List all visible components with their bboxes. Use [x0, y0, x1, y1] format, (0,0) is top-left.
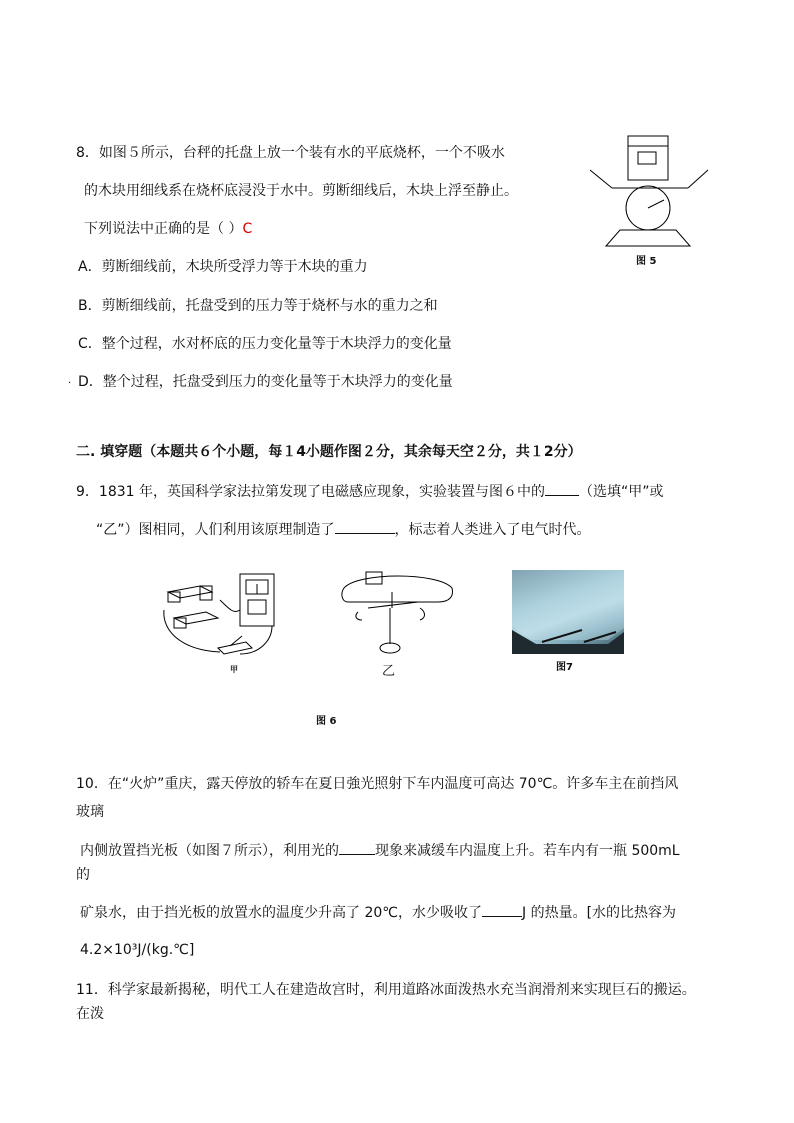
q10-line2-wrap: 的 [76, 867, 90, 883]
q10-line2 [80, 840, 680, 861]
q9-text-d: ，标志着人类进入了电气时代。 [394, 522, 591, 538]
q10-blank-2[interactable] [482, 902, 522, 917]
q8-option-c: C．整个过程，水对杯底的压力变化量等于木块浮力的变化量 [78, 336, 452, 352]
q10-line3 [80, 902, 676, 923]
q10-text-b: 现象来减缓车内温度上升。若车内有一瓶 500mL [375, 843, 680, 859]
q9-text-a: 9．1831 年，英国科学家法拉第发现了电磁感应现象，实验装置与图６中的 [76, 484, 545, 500]
q11-line1-wrap: 在泼 [76, 1006, 104, 1022]
q10-text-c: 矿泉水，由于挡光板的放置水的温度少升高了 20℃，水少吸收了 [80, 905, 482, 921]
figure-6-label-yi: 乙 [382, 664, 396, 679]
q8-line2: 的木块用细线系在烧杯底浸没于水中。剪断细线后，木块上浮至静止。 [84, 183, 518, 199]
figure-6-caption: 图 6 [316, 716, 337, 727]
q8-answer: C [242, 221, 253, 237]
figure-6-yi-apparatus [338, 568, 458, 658]
q11-line1: 11．科学家最新揭秘，明代工人在建造故宫时，利用道路冰面泼热水充当润滑剂来实现巨石的搬运。 [76, 982, 696, 998]
q8-option-a: A．剪断细线前，木块所受浮力等于木块的重力 [78, 259, 368, 275]
figure-7-windshield-photo [512, 570, 624, 654]
figure-6-label-jia: 甲 [230, 665, 238, 674]
q8-option-d: D．整个过程，托盘受到压力的变化量等于木块浮力的变化量 [78, 374, 453, 390]
q10-line1: 10．在“火炉”重庆，露天停放的轿车在夏日強光照射下车内温度可高达 70℃。许多车主在前挡风 [76, 776, 679, 792]
windshield-shape [512, 570, 624, 654]
q9-text-c: “乙”）图相同，人们利用该原理制造了 [96, 522, 335, 538]
section-2-heading: 二. 填穿题（本题共６个小题，每１4小题作图２分，其余每天空２分，共１2分） [76, 444, 582, 460]
q10-text-d: J 的热量。[水的比热容为 [522, 905, 677, 921]
q8-question-stem: 下列说法中正确的是（ ） [84, 221, 243, 237]
q9-blank-1[interactable] [545, 481, 579, 496]
q10-line1-wrap: 玻璃 [76, 804, 104, 820]
q10-text-a: 内侧放置挡光板（如图７所示），利用光的 [80, 843, 339, 859]
figure-5-scale-diagram [590, 132, 710, 252]
q10-blank-1[interactable] [339, 840, 375, 855]
stray-mark: · [68, 378, 72, 389]
figure-7-caption: 图7 [556, 662, 573, 673]
q9-line1 [76, 481, 664, 502]
q8-option-b: B．剪断细线前，托盘受到的压力等于烧杯与水的重力之和 [78, 298, 438, 314]
figure-6-jia-apparatus [160, 570, 280, 666]
q9-line2 [96, 519, 591, 540]
figure-5-caption: 图 5 [636, 256, 657, 267]
q8-line3 [84, 219, 252, 239]
q8-line1: 8．如图５所示，台秤的托盘上放一个装有水的平底烧杯，一个不吸水 [76, 145, 505, 161]
q10-line4: 4.2×10³J/(kg.℃] [80, 942, 195, 958]
q9-blank-2[interactable] [335, 519, 395, 534]
q9-text-b: （选填“甲”或 [579, 484, 664, 500]
